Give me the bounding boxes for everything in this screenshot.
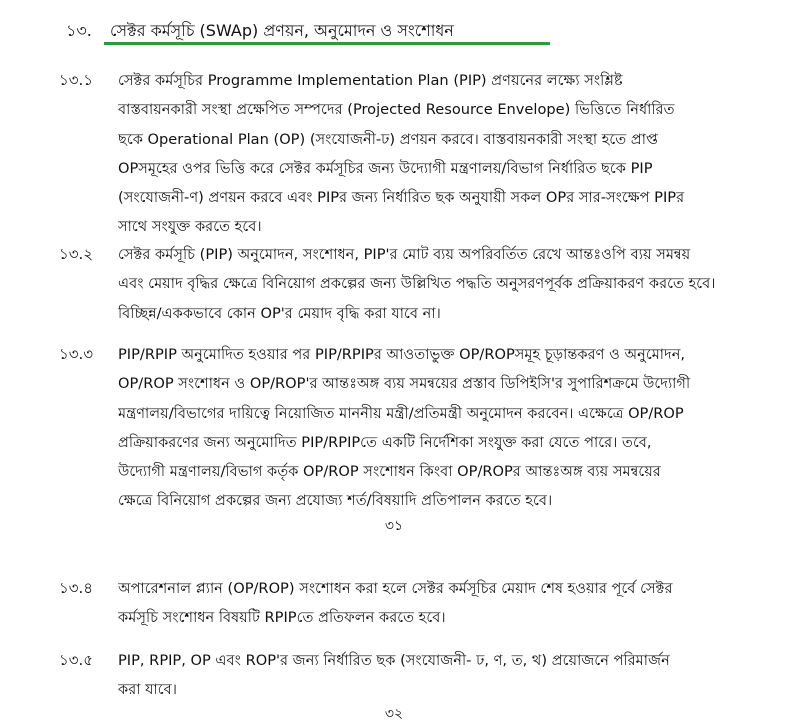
- paragraph-text: [118, 66, 742, 242]
- text-line: ছকে Operational Plan (OP) (সংযোজনী-ঢ) প্রণয়ন করবে। বাস্তবায়নকারী সংস্থা হতে প্রাপ্ত: [118, 130, 658, 148]
- text-line: ক্ষেত্রে বিনিয়োগ প্রকল্পের জন্য প্রযোজ্য শর্ত/বিষয়াদি প্রতিপালন করতে হবে।: [118, 492, 553, 510]
- text-line: সেক্টর কর্মসূচির Programme Implementation Plan (PIP) প্রণয়নের লক্ষ্যে সংশ্লিষ্ট: [118, 72, 623, 89]
- page-number: ৩২: [384, 706, 404, 722]
- text-line: বিচ্ছিন্ন/এককভাবে কোন OP'র মেয়াদ বৃদ্ধি করা যাবে না।: [118, 304, 441, 322]
- text-line: সেক্টর কর্মসূচি (PIP) অনুমোদন, সংশোধন, PIP'র মোট ব্যয় অপরিবর্তিত রেখে আন্তঃওপি ব্যয় সমন্বয়: [118, 246, 691, 263]
- text-line: মন্ত্রণালয়/বিভাগের দায়িত্বে নিয়োজিত মাননীয় মন্ত্রী/প্রতিমন্ত্রী অনুমোদন করবেন। এক্ষেত্রে OP/ROP: [118, 404, 684, 422]
- text-line: সাথে সংযুক্ত করতে হবে।: [118, 218, 262, 236]
- text-line: প্রক্রিয়াকরণের জন্য অনুমোদিত PIP/RPIPতে একটি নির্দেশিকা সংযুক্ত করা যেতে পারে। তবে,: [118, 433, 652, 451]
- title-underline: [104, 42, 550, 45]
- paragraph-number: ১৩.৩: [59, 345, 94, 363]
- page-number: ৩১: [384, 518, 404, 534]
- text-line: (সংযোজনী-ণ) প্রণয়ন করবে এবং PIPর জন্য নির্ধারিত ছক অনুযায়ী সকল OPর সার-সংক্ষেপ PIPর: [118, 189, 685, 207]
- text-line: উদ্যোগী মন্ত্রণালয়/বিভাগ কর্তৃক OP/ROP সংশোধন কিংবা OP/ROPর আন্তঃঅঙ্গ ব্যয় সমন্বয়ের: [118, 463, 661, 481]
- text-line: এবং মেয়াদ বৃদ্ধির ক্ষেত্রে বিনিয়োগ প্রকল্পের জন্য উল্লিখিত পদ্ধতি অনুসরণপূর্বক প্রক্রিয়াকরণ করতে হবে।: [118, 275, 716, 293]
- text-line: OPসমূহের ওপর ভিত্তি করে সেক্টর কর্মসূচির জন্য উদ্যোগী মন্ত্রণালয়/বিভাগ নির্ধারিত ছকে PIP: [118, 159, 653, 177]
- paragraph-text: [118, 574, 742, 633]
- paragraph-number: ১৩.১: [59, 71, 93, 89]
- section-number: ১৩.: [66, 21, 92, 40]
- paragraph-number: ১৩.২: [59, 245, 94, 263]
- text-line: করা যাবে।: [118, 681, 177, 699]
- paragraph-text: [118, 646, 742, 705]
- text-line: অপারেশনাল প্ল্যান (OP/ROP) সংশোধন করা হলে সেক্টর কর্মসূচির মেয়াদ শেষ হওয়ার পূর্বে সেক্টর: [118, 580, 673, 597]
- paragraph-text: [118, 240, 742, 328]
- text-line: PIP/RPIP অনুমোদিত হওয়ার পর PIP/RPIPর আওতাভুক্ত OP/ROPসমূহ চূড়ান্তকরণ ও অনুমোদন,: [118, 346, 686, 363]
- paragraph-text: [118, 340, 742, 516]
- paragraph-number: ১৩.৪: [59, 579, 93, 597]
- section-title: সেক্টর কর্মসূচি (SWAp) প্রণয়ন, অনুমোদন ও সংশোধন: [110, 21, 454, 40]
- text-line: কর্মসূচি সংশোধন বিষয়টি RPIPতে প্রতিফলন করতে হবে।: [118, 609, 446, 627]
- text-line: PIP, RPIP, OP এবং ROP'র জন্য নির্ধারিত ছক (সংযোজনী- ঢ, ণ, ত, থ) প্রয়োজনে পরিমার্জন: [118, 652, 670, 669]
- text-line: বাস্তবায়নকারী সংস্থা প্রক্ষেপিত সম্পদের (Projected Resource Envelope) ভিত্তিতে নির্ধারিত: [118, 101, 675, 119]
- text-line: OP/ROP সংশোধন ও OP/ROP'র আন্তঃঅঙ্গ ব্যয় সমন্বয়ের প্রস্তাব ডিপিইসি'র সুপারিশক্রমে উদ্যোগী: [118, 375, 691, 393]
- paragraph-number: ১৩.৫: [59, 651, 93, 669]
